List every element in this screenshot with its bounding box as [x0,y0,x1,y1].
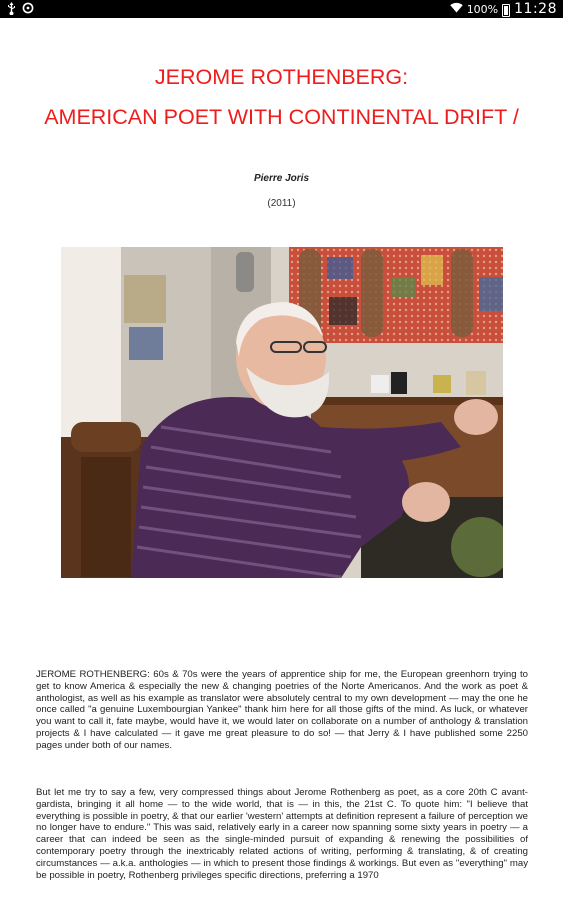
article-photo [61,247,503,578]
wifi-icon [450,2,463,16]
article-title-line-2: AMERICAN POET WITH CONTINENTAL DRIFT / [44,105,519,129]
usb-icon [7,2,16,16]
battery-percent: 100% [466,2,499,16]
article-paragraph-2: But let me try to say a few, very compressed things about Jerome Rothenberg as poet, as a core 20th C avant-gardista, bringing it all home — to the wide world, that is — in this, the 21st C. To quote him: "I believe that everything is possible in poetry, & that our earlier 'western' attempts at definition represent a failure of perception we no longer have to endure." This was said, relatively early in a career now spanning some sixty years in poetry — a career that can indeed be seen as the single-minded pursuit of expanding & renewing the possibilities of contemporary poetry through the inextricably related actions of writing, performing & translating, & of creating circumstances — a.k.a. anthologies — in which to present those findings & workings. But even as "everything" may be possible in poetry, Rothenberg privileges specific directions, preferring a 1970 [36,787,528,881]
status-bar [0,0,563,18]
article-year: (2011) [267,198,296,209]
clock: 11:28 [514,1,557,17]
battery-icon [502,4,510,17]
status-left-group [7,2,34,16]
article-author: Pierre Joris [253,173,310,184]
status-right-group [450,1,557,17]
article-paragraph-1: JEROME ROTHENBERG: 60s & 70s were the years of apprentice ship for me, the European greenhorn trying to get to know America & especially the new & changing poetries of the Norte Americanos. And the work as poet & anthologist, as well as his example as translator were absolutely central to my own development — may the one he once called "a genuine Luxembourgian Yankee" thank him here for all those gifts of the mind. As luck, or whatever you want to call it, fate maybe, would have it, we would later on collaborate on a number of anthology & translation projects & I have calculated — it gave me great pleasure to do so! — that Jerry & I have published some 2250 pages under both of our names. [36,669,528,751]
article-title-line-1: JEROME ROTHENBERG: [154,65,409,89]
sync-icon [22,2,34,16]
